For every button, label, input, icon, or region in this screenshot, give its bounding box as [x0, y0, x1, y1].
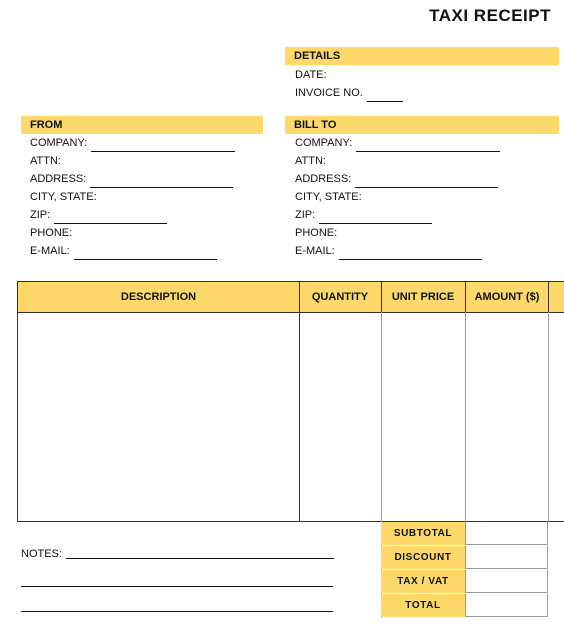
- from-city-row: [30, 188, 235, 206]
- from-company-row: [30, 134, 235, 152]
- from-zip-row: [30, 206, 235, 224]
- discount-value[interactable]: [465, 546, 548, 569]
- bill-zip-label: ZIP:: [295, 209, 316, 221]
- from-email-label: E-MAIL:: [30, 245, 70, 257]
- bill-company-row: [295, 134, 500, 152]
- quantity-cell[interactable]: [300, 313, 380, 520]
- bill-zip-row: [295, 206, 500, 224]
- from-attn-row: [30, 152, 235, 170]
- bill-to-block: [295, 134, 500, 260]
- bill-city-label: CITY, STATE:: [295, 191, 362, 203]
- from-zip-label: ZIP:: [30, 209, 51, 221]
- date-row: [295, 66, 327, 84]
- bill-address-field[interactable]: [355, 174, 498, 188]
- col-unit-price-header: UNIT PRICE: [391, 291, 455, 303]
- from-attn-label: ATTN:: [30, 155, 61, 167]
- col-divider-amount-header: [548, 282, 549, 312]
- bill-address-label: ADDRESS:: [295, 173, 352, 185]
- bill-phone-row: [295, 224, 500, 242]
- notes-line-3[interactable]: [21, 611, 333, 612]
- bill-zip-field[interactable]: [319, 210, 432, 224]
- col-description-header: DESCRIPTION: [120, 291, 197, 303]
- col-divider-quantity-header: [381, 282, 382, 312]
- unit-price-cell[interactable]: [382, 313, 464, 520]
- from-zip-field[interactable]: [54, 210, 167, 224]
- invoice-label: INVOICE NO.: [295, 87, 363, 99]
- from-header: FROM: [21, 116, 263, 134]
- from-address-row: [30, 170, 235, 188]
- bill-attn-label: ATTN:: [295, 155, 326, 167]
- bill-company-field[interactable]: [356, 138, 500, 152]
- from-email-field[interactable]: [74, 246, 217, 260]
- tax-vat-label: TAX / VAT: [381, 570, 465, 593]
- total-value[interactable]: [465, 594, 548, 617]
- description-cell[interactable]: [18, 313, 298, 520]
- from-address-label: ADDRESS:: [30, 173, 87, 185]
- subtotal-label: SUBTOTAL: [381, 522, 465, 545]
- col-divider-unitprice-header: [465, 282, 466, 312]
- bill-email-row: [295, 242, 500, 260]
- from-company-field[interactable]: [91, 138, 235, 152]
- col-quantity-header: QUANTITY: [311, 291, 369, 303]
- bill-address-row: [295, 170, 500, 188]
- from-address-field[interactable]: [90, 174, 233, 188]
- from-city-label: CITY, STATE:: [30, 191, 97, 203]
- from-phone-label: PHONE:: [30, 227, 73, 239]
- from-phone-row: [30, 224, 235, 242]
- from-email-row: [30, 242, 235, 260]
- page-title: TAXI RECEIPT: [429, 6, 551, 25]
- total-label: TOTAL: [381, 594, 465, 617]
- notes-label: NOTES:: [21, 548, 62, 560]
- invoice-field[interactable]: [367, 88, 403, 102]
- bill-email-field[interactable]: [339, 246, 482, 260]
- subtotal-value[interactable]: [465, 522, 548, 545]
- notes-line-2[interactable]: [21, 586, 333, 587]
- bill-city-row: [295, 188, 500, 206]
- bill-phone-label: PHONE:: [295, 227, 338, 239]
- notes-line-1[interactable]: [66, 558, 334, 559]
- from-company-label: COMPANY:: [30, 137, 88, 149]
- details-header: DETAILS: [285, 47, 559, 65]
- invoice-row: [295, 84, 403, 102]
- tax-vat-value[interactable]: [465, 570, 548, 593]
- from-block: [30, 134, 235, 260]
- bill-to-header: BILL TO: [285, 116, 559, 134]
- date-label: DATE:: [295, 69, 327, 81]
- col-divider-amount: [548, 312, 549, 522]
- amount-cell[interactable]: [466, 313, 548, 520]
- bill-company-label: COMPANY:: [295, 137, 353, 149]
- discount-label: DISCOUNT: [381, 546, 465, 569]
- bill-attn-row: [295, 152, 500, 170]
- bill-email-label: E-MAIL:: [295, 245, 335, 257]
- col-amount-header: AMOUNT ($): [474, 291, 540, 303]
